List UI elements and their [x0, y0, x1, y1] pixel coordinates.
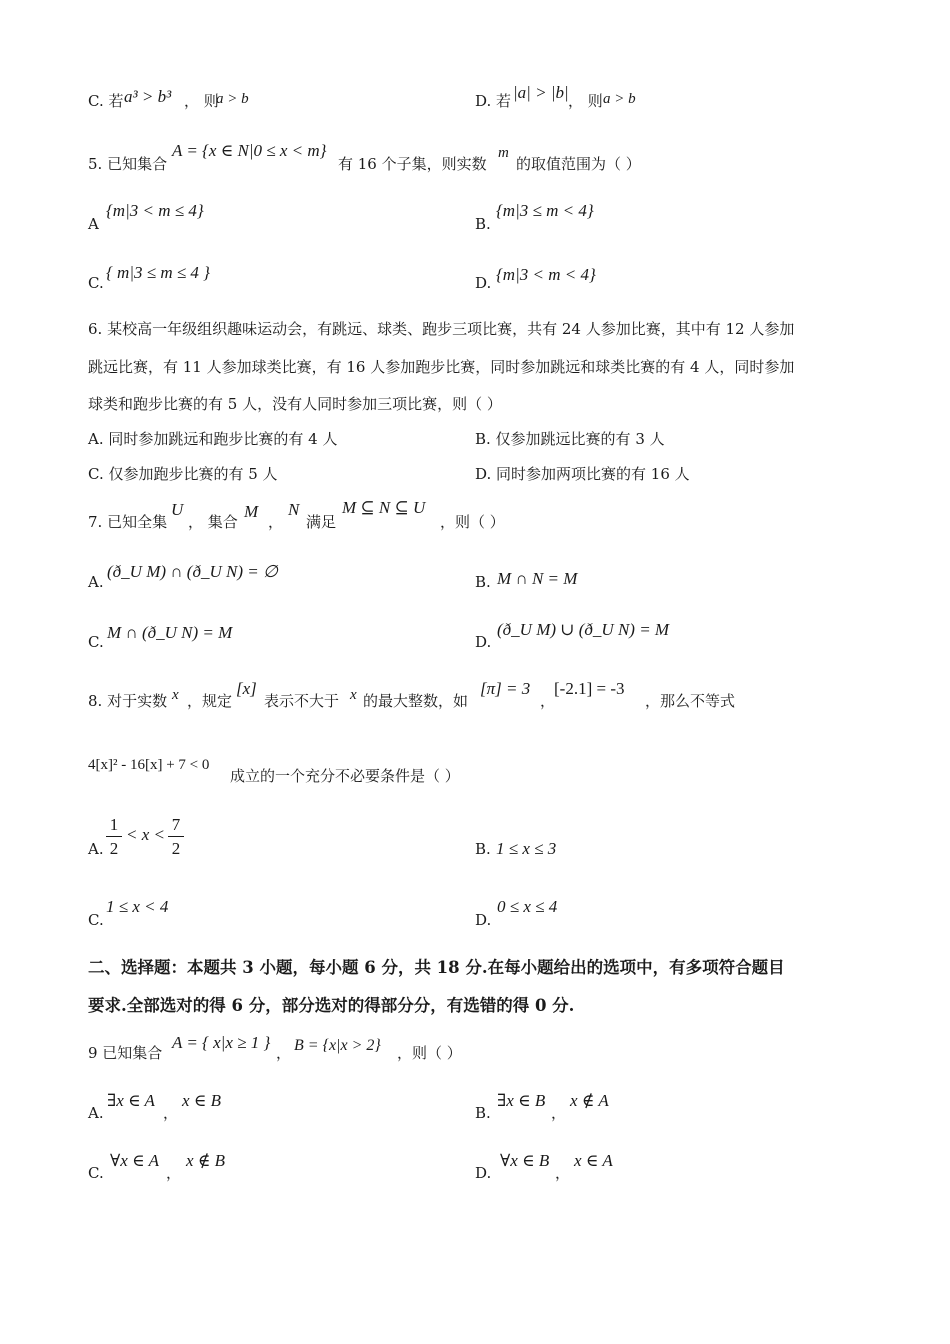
q7-option-a-label: A.	[88, 573, 104, 591]
q5-stem-var-m: m	[498, 145, 509, 161]
q6-stem-line-3: 球类和跑步比赛的有 5 人，没有人同时参加三项比赛，则（ ）	[88, 395, 502, 413]
q8-option-a-den-2: 2	[171, 839, 181, 858]
q5-option-a-label: A	[88, 215, 99, 233]
q5-option-b-math: {m|3 ≤ m < 4}	[496, 201, 594, 220]
q4-option-c-label: C. 若	[88, 92, 124, 110]
q5-stem-part-c: 的取值范围为（ ）	[516, 155, 641, 173]
q5-stem-part-b: 有 16 个子集，则实数	[338, 155, 487, 173]
q9-option-d-m2: x ∈ A	[574, 1151, 613, 1170]
q7-option-c-math: M ∩ (ð_U N) = M	[107, 623, 233, 642]
q5-stem-set: A = {x ∈ N|0 ≤ x < m}	[172, 141, 327, 160]
q4-option-d-label: D. 若	[475, 92, 512, 110]
q9-stem-part-a: 9 已知集合	[88, 1044, 163, 1062]
q8-option-a-num-1: 1	[109, 815, 119, 834]
q5-option-a-math: {m|3 < m ≤ 4}	[106, 201, 204, 220]
q9-option-a-label: A.	[88, 1104, 104, 1122]
q6-option-b: B. 仅参加跳远比赛的有 3 人	[475, 430, 665, 448]
q9-set-a: A = { x|x ≥ 1 }	[172, 1033, 271, 1052]
q5-option-d-math: {m|3 < m < 4}	[496, 265, 596, 284]
q8-option-b-label: B.	[475, 840, 491, 858]
q9-option-b-label: B.	[475, 1104, 491, 1122]
q7-comma: ，	[268, 513, 284, 531]
q8-stem-part-d: 的最大整数，如	[363, 692, 469, 710]
q5-option-c-label: C.	[88, 274, 104, 292]
q8-inequality: 4[x]² - 16[x] + 7 < 0	[88, 757, 210, 773]
q8-stem-part-a: 8. 对于实数	[88, 692, 168, 710]
section-2-heading-line-1: 二、选择题：本题共 3 小题，每小题 6 分，共 18 分.在每小题给出的选项中，有多项符合题目	[88, 958, 785, 977]
q8-option-b-math: 1 ≤ x ≤ 3	[496, 839, 557, 858]
q4-option-d-math2: a > b	[603, 91, 636, 107]
q7-stem-part-d: ，则（ ）	[440, 513, 505, 531]
q4-option-c-math2: a > b	[216, 91, 249, 107]
q7-var-n: N	[288, 500, 300, 519]
q9-option-c-label: C.	[88, 1164, 104, 1182]
q7-stem-part-c: 满足	[306, 513, 337, 531]
q9-option-a-m2: x ∈ B	[182, 1091, 222, 1110]
q6-option-d: D. 同时参加两项比赛的有 16 人	[475, 465, 690, 483]
q7-var-m: M	[244, 502, 259, 521]
q8-option-a-frac-1	[106, 816, 122, 857]
q9-option-b-m2: x ∉ A	[570, 1091, 609, 1110]
q9-option-b-sep: ，	[551, 1104, 567, 1122]
q7-option-a-math: (ð_U M) ∩ (ð_U N) = ∅	[107, 562, 278, 581]
q4-option-c-then: ， 则	[184, 92, 219, 110]
q8-floor-x: [x]	[236, 679, 257, 698]
q7-var-u: U	[171, 500, 184, 519]
q6-stem-line-2: 跳远比赛，有 11 人参加球类比赛，有 16 人参加跑步比赛，同时参加跳远和球类比赛的有 4 人，同时参加	[88, 358, 795, 376]
q8-example-sep: ，	[540, 692, 556, 710]
q8-option-c-label: C.	[88, 911, 104, 929]
q8-var-x-2: x	[350, 687, 357, 703]
q8-stem-part-f: 成立的一个充分不必要条件是（ ）	[230, 767, 460, 785]
q6-option-c: C. 仅参加跑步比赛的有 5 人	[88, 465, 278, 483]
q9-option-d-m1: ∀x ∈ B	[500, 1151, 550, 1170]
q9-set-b: B = {x|x > 2}	[294, 1037, 381, 1054]
q7-option-b-label: B.	[475, 573, 491, 591]
q6-stem-line-1: 6. 某校高一年级组织趣味运动会，有跳远、球类、跑步三项比赛，共有 24 人参加比赛，其中有 12 人参加	[88, 320, 795, 338]
q7-option-c-label: C.	[88, 633, 104, 651]
q7-condition: M ⊆ N ⊆ U	[342, 498, 426, 517]
q9-option-a-sep: ，	[163, 1104, 179, 1122]
q9-option-c-m2: x ∉ B	[186, 1151, 226, 1170]
q9-option-b-m1: ∃x ∈ B	[497, 1091, 546, 1110]
q8-stem-part-c: 表示不大于	[264, 692, 340, 710]
q7-option-d-math: (ð_U M) ∪ (ð_U N) = M	[497, 620, 670, 639]
q5-stem-part-a: 5. 已知集合	[88, 155, 168, 173]
q7-stem-part-a: 7. 已知全集	[88, 513, 168, 531]
q8-option-d-label: D.	[475, 911, 492, 929]
q7-stem-part-b: ， 集合	[188, 513, 238, 531]
fraction-bar	[168, 836, 184, 837]
q8-option-c-math: 1 ≤ x < 4	[106, 897, 169, 916]
q4-option-c-math: a³ > b³	[124, 87, 172, 106]
fraction-bar	[106, 836, 122, 837]
q8-option-a-mid: < x <	[126, 825, 165, 844]
section-2-heading-line-2: 要求.全部选对的得 6 分，部分选对的得部分分，有选错的得 0 分.	[88, 996, 575, 1015]
q4-option-d-math: |a| > |b|	[513, 83, 569, 102]
q7-option-d-label: D.	[475, 633, 492, 651]
q9-option-a-m1: ∃x ∈ A	[107, 1091, 155, 1110]
q8-option-a-label: A.	[88, 840, 104, 858]
q5-option-b-label: B.	[475, 215, 491, 233]
q8-stem-part-b: ，规定	[187, 692, 233, 710]
q6-option-a: A. 同时参加跳远和跑步比赛的有 4 人	[88, 430, 338, 448]
q4-option-d-then: ， 则	[568, 92, 603, 110]
q9-option-d-label: D.	[475, 1164, 492, 1182]
q5-option-c-math: { m|3 ≤ m ≤ 4 }	[106, 263, 210, 282]
q9-option-c-m1: ∀x ∈ A	[110, 1151, 159, 1170]
q8-option-a-num-2: 7	[171, 815, 181, 834]
q9-option-c-sep: ，	[166, 1164, 182, 1182]
q7-option-b-math: M ∩ N = M	[497, 569, 578, 588]
q8-var-x-1: x	[172, 687, 179, 703]
q8-option-a-frac-2	[168, 816, 184, 857]
q9-stem-part-b: ，则（ ）	[397, 1044, 462, 1062]
q9-sep: ，	[276, 1044, 292, 1062]
q9-option-d-sep: ，	[555, 1164, 571, 1182]
q5-option-d-label: D.	[475, 274, 492, 292]
q8-example-neg: [-2.1] = -3	[554, 679, 625, 698]
q8-option-d-math: 0 ≤ x ≤ 4	[497, 897, 558, 916]
q8-stem-part-e: ，那么不等式	[645, 692, 736, 710]
q8-example-pi: [π] = 3	[480, 679, 531, 698]
q8-option-a-den-1: 2	[109, 839, 119, 858]
